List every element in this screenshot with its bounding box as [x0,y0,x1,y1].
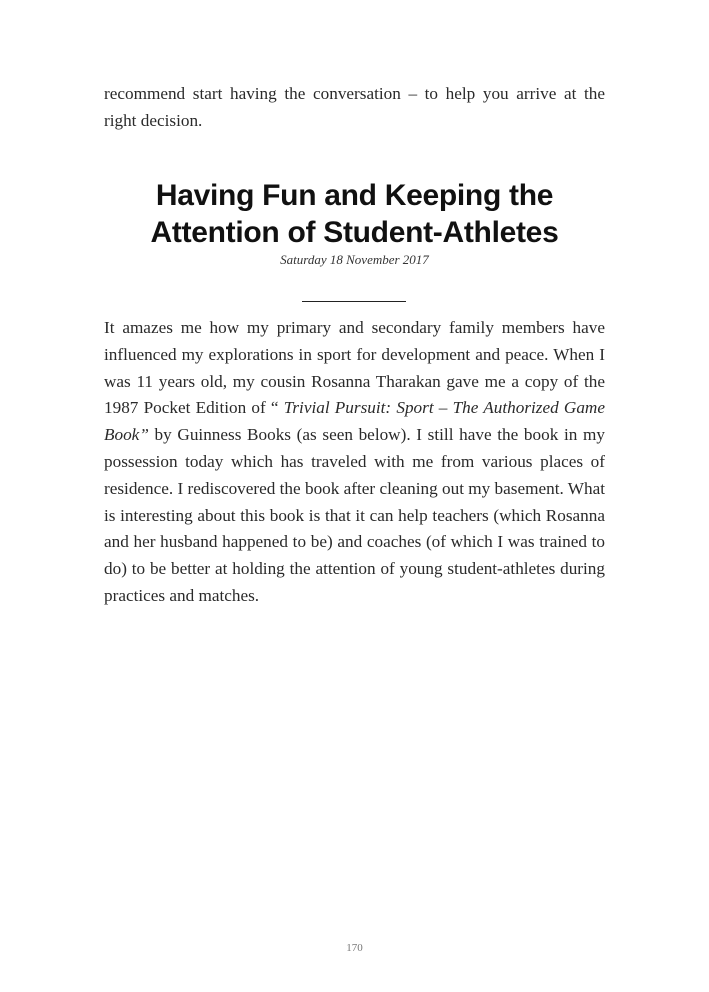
section-divider [302,301,406,302]
post-date: Saturday 18 November 2017 [280,252,429,267]
body-paragraph [104,315,605,610]
title-line-1: Having Fun and Keeping the [155,179,554,212]
intro-paragraph: recommend start having the conversation – to help you arrive at the right decision. [104,84,605,130]
page-title [0,177,709,251]
title-line-2: Attention of Student-Athletes [150,216,559,249]
book-title: Trivial Pursuit: Sport – The Authorized Game Book” [104,398,605,445]
body-text-end: by Guinness Books (as seen below). I still have the book in my possession today which has traveled with me from various places of residence. I rediscovered the book after cleaning out my basement. What is interesting about this book is that it can help teachers (which Rosanna and her husband happened to be) and coaches (of which I was trained to do) to be better at holding the attention of young student-athletes during practices and matches. [104,425,605,605]
page-number: 170 [346,942,363,954]
body-text-start: It amazes me how my primary and secondary family members have influenced my explorations in sport for development and peace. When I was 11 years old, my cousin Rosanna Tharakan gave me a copy of the 1987 Pocket Edition of “ [104,318,605,418]
